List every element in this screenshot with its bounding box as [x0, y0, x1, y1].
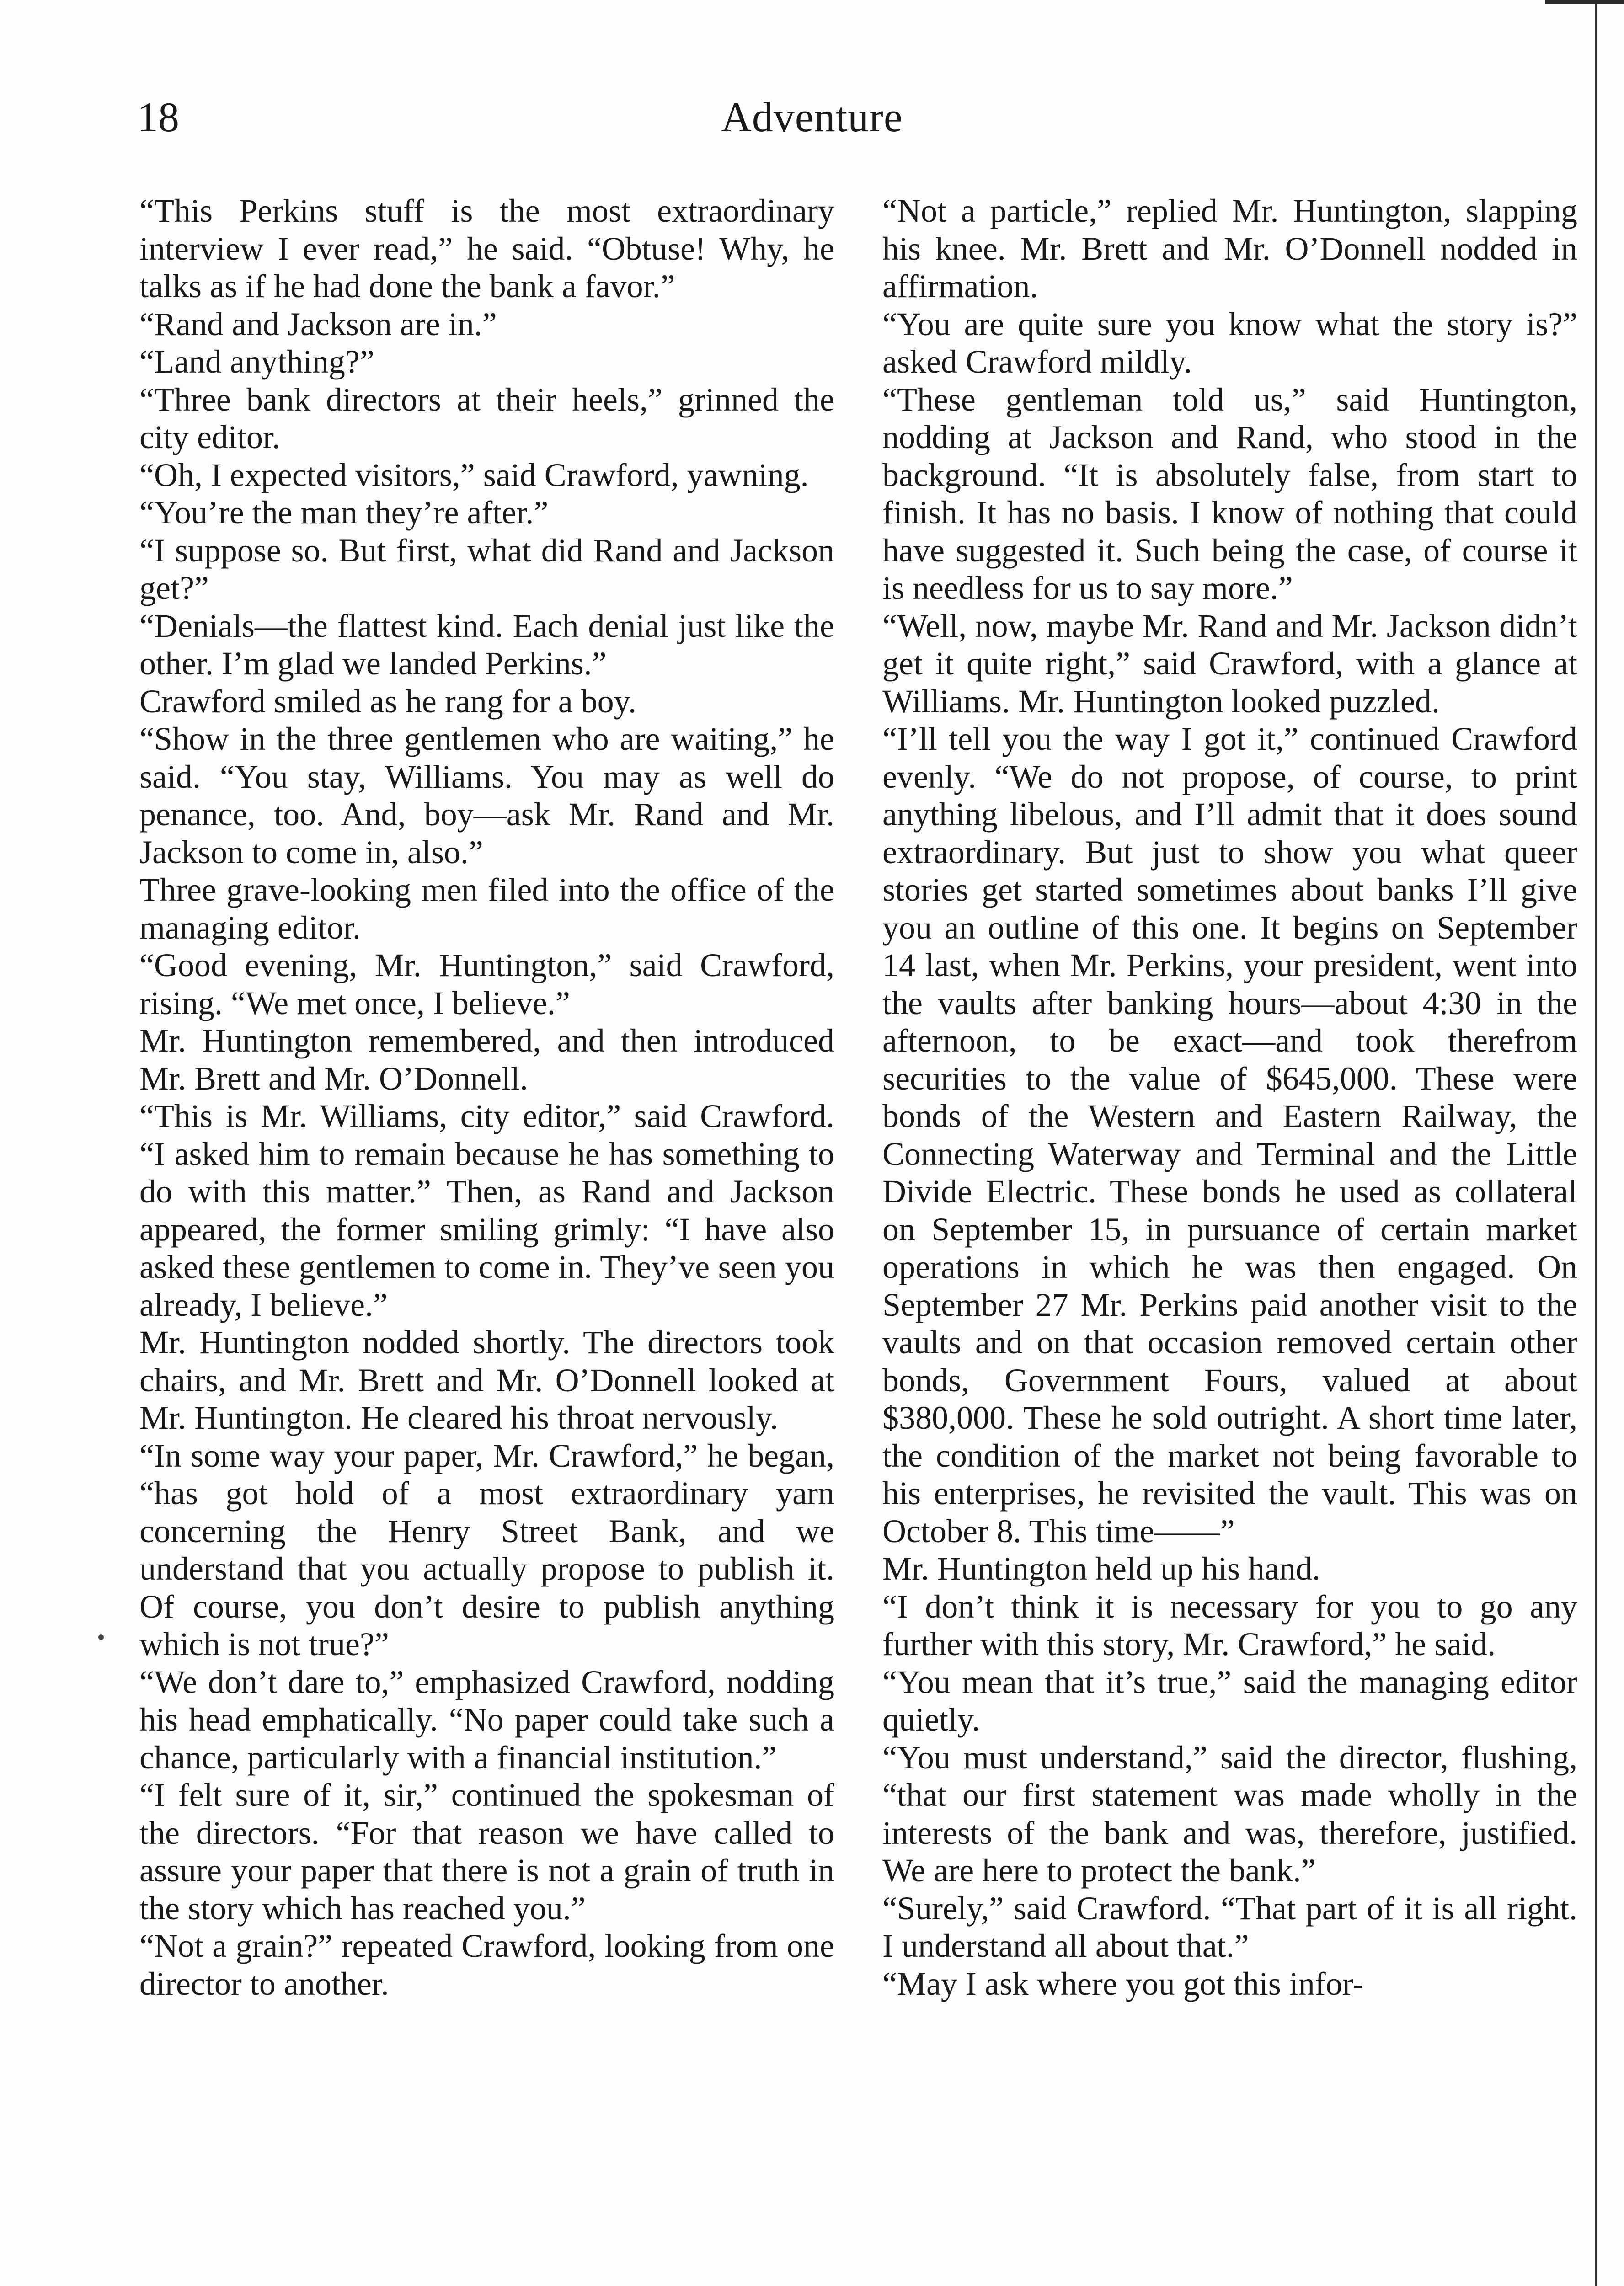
paragraph: “Land anything?”	[139, 343, 374, 380]
paragraph: “Denials—the flattest kind. Each denial just like the other. I’m glad we landed Perkins.”	[139, 607, 834, 682]
paragraph: “We don’t dare to,” emphasized Crawford, nodding his head emphatically. “No paper could take such a chance, particularly with a financial institution.”	[139, 1663, 834, 1776]
paragraph: “Oh, I expected visitors,” said Crawford, yawning.	[139, 456, 809, 493]
paragraph: “You’re the man they’re after.”	[139, 494, 549, 531]
paragraph: “These gentleman told us,” said Huntington, nodding at Jackson and Rand, who stood in the background. “It is absolutely false, from start to finish. It has no basis. I know of nothing that could have suggested it. Such being the case, of course it is needless for us to say more.”	[882, 381, 1577, 606]
paragraph: “Rand and Jackson are in.”	[139, 305, 497, 342]
paragraph: Mr. Huntington held up his hand.	[882, 1550, 1320, 1587]
paragraph: Three grave-looking men filed into the office of the managing editor.	[139, 871, 834, 946]
page-number: 18	[137, 94, 179, 140]
paragraph: Mr. Huntington remembered, and then introduced Mr. Brett and Mr. O’Donnell.	[139, 1022, 834, 1097]
paragraph: Crawford smiled as he rang for a boy.	[139, 683, 636, 720]
running-title: Adventure	[721, 94, 903, 140]
paragraph: “Not a particle,” replied Mr. Huntington, slapping his knee. Mr. Brett and Mr. O’Donnell nodded in affirmation.	[882, 192, 1577, 304]
paragraph: “Not a grain?” repeated Crawford, looking from one director to another.	[139, 1928, 834, 2002]
paragraph: “I felt sure of it, sir,” continued the spokesman of the directors. “For that reason we have called to assure your paper that there is not a grain of truth in the story which has reached you.”	[139, 1777, 834, 1927]
paragraph: “In some way your paper, Mr. Crawford,” he began, “has got hold of a most extraordinary yarn concerning the Henry Street Bank, and we understand that you actually propose to publish it. Of course, you don’t desire to publish anything which is not true?”	[139, 1437, 834, 1662]
paragraph: “Well, now, maybe Mr. Rand and Mr. Jackson didn’t get it quite right,” said Crawford, with a glance at Williams. Mr. Huntington looked puzzled.	[882, 607, 1577, 720]
paragraph: “I’ll tell you the way I got it,” continued Crawford evenly. “We do not propose, of course, to print anything libelous, and I’ll admit that it does sound extraordinary. But just to show you what queer stories get started sometimes about banks I’ll give you an outline of this one. It begins on September 14 last, when Mr. Perkins, your president, went into the vaults after banking hours—about 4:30 in the afternoon, to be exact—and took therefrom securities to the value of $645,000. These were bonds of the Western and Eastern Railway, the Connecting Waterway and Terminal and the Little Divide Electric. These bonds he used as collateral on September 15, in pursuance of certain market operations in which he was then engaged. On September 27 Mr. Perkins paid another visit to the vaults and on that occasion removed certain other bonds, Government Fours, valued at about $380,000. These he sold outright. A short time later, the condition of the market not being favorable to his enterprises, he revisited the vault. This was on October 8. This time——”	[882, 721, 1577, 1549]
binding-edge-rule	[1595, 0, 1597, 2286]
paragraph: “You are quite sure you know what the story is?” asked Crawford mildly.	[882, 305, 1577, 380]
paragraph: “I suppose so. But first, what did Rand and Jackson get?”	[139, 532, 834, 606]
paragraph: “This Perkins stuff is the most extraordinary interview I ever read,” he said. “Obtuse! Why, he talks as if he had done the bank a favor.”	[139, 192, 834, 304]
paragraph: “Show in the three gentlemen who are waiting,” he said. “You stay, Williams. You may as well do penance, too. And, boy—ask Mr. Rand and Mr. Jackson to come in, also.”	[139, 721, 834, 871]
paragraph: “I don’t think it is necessary for you to go any further with this story, Mr. Crawford,” he said.	[882, 1588, 1577, 1662]
paragraph: “Good evening, Mr. Huntington,” said Crawford, rising. “We met once, I believe.”	[139, 947, 834, 1021]
left-column	[139, 192, 834, 2003]
paragraph: “This is Mr. Williams, city editor,” said Crawford. “I asked him to remain because he has something to do with this matter.” Then, as Rand and Jackson appeared, the former smiling grimly: “I have also asked these gentlemen to come in. They’ve seen you already, I believe.”	[139, 1098, 834, 1323]
right-column	[882, 192, 1577, 2003]
paragraph: Mr. Huntington nodded shortly. The directors took chairs, and Mr. Brett and Mr. O’Donnell looked at Mr. Huntington. He cleared his throat nervously.	[139, 1324, 834, 1436]
top-edge-rule	[1545, 0, 1624, 4]
margin-speck	[98, 1634, 104, 1640]
paragraph: “You must understand,” said the director, flushing, “that our first statement was made wholly in the interests of the bank and was, therefore, justified. We are here to protect the bank.”	[882, 1739, 1577, 1889]
paragraph: “Three bank directors at their heels,” grinned the city editor.	[139, 381, 834, 455]
paragraph: “May I ask where you got this infor-	[882, 1965, 1364, 2002]
paragraph: “Surely,” said Crawford. “That part of it is all right. I understand all about that.”	[882, 1890, 1577, 1964]
paragraph: “You mean that it’s true,” said the managing editor quietly.	[882, 1663, 1577, 1738]
